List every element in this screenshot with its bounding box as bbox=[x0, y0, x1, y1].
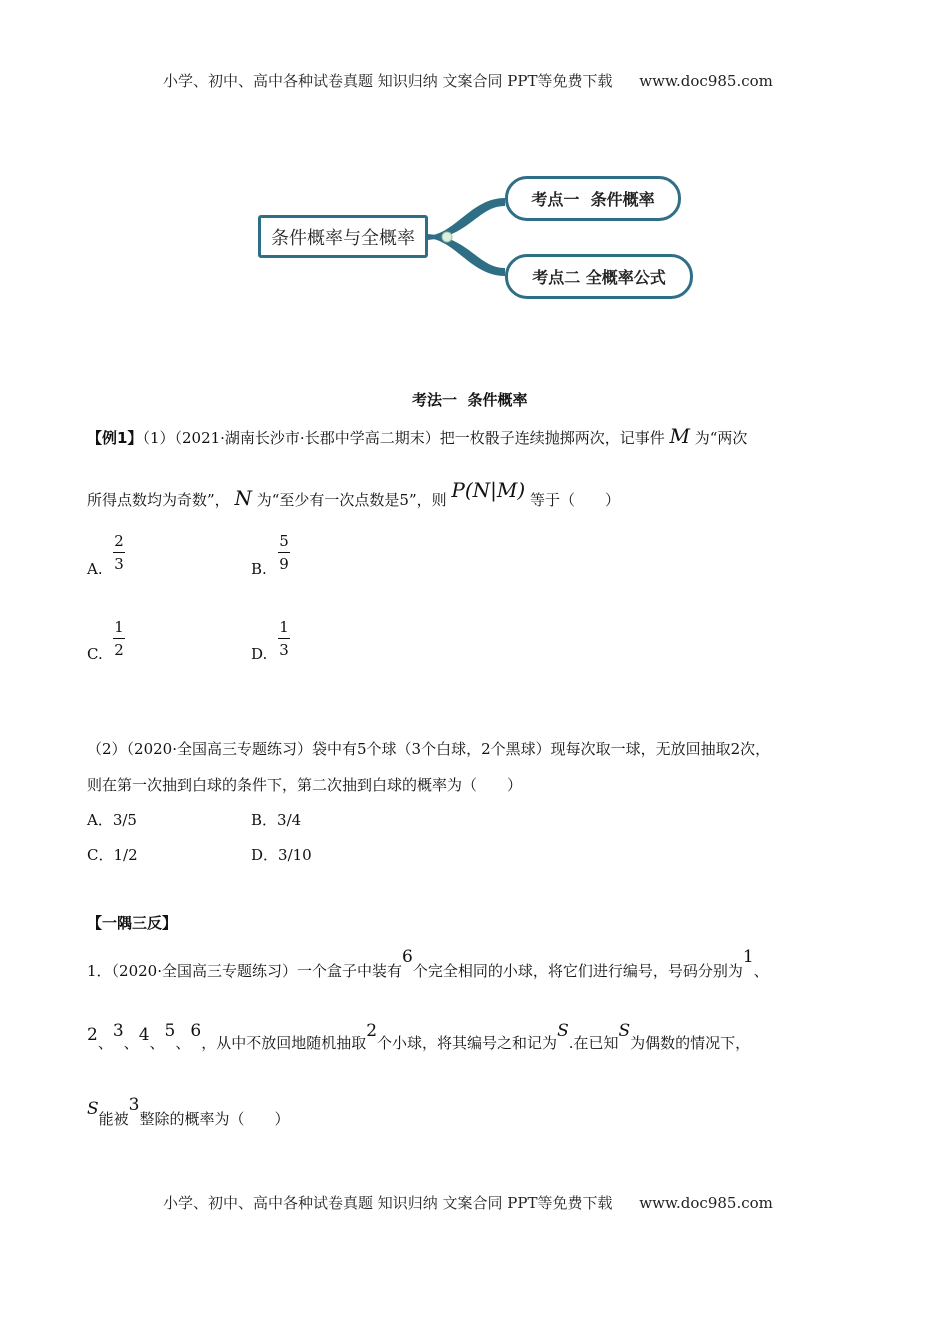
option-a-num: 2 bbox=[114, 532, 124, 550]
practice-q1-line2 bbox=[87, 1021, 751, 1053]
header-url: www.doc985.com bbox=[639, 72, 773, 90]
part2-option-a: A．3/5 bbox=[87, 811, 137, 829]
example1-part1-line2c: 等于（ ） bbox=[529, 491, 620, 509]
q1-text-g: 为偶数的情况下， bbox=[630, 1034, 751, 1052]
part2-option-b: B．3/4 bbox=[251, 811, 302, 829]
example1-part1-line2a: 所得点数均为奇数”， bbox=[87, 491, 230, 509]
option-b-num: 5 bbox=[279, 532, 289, 550]
practice-q1-line3 bbox=[87, 1095, 290, 1129]
practice-label: 【一隅三反】 bbox=[87, 914, 178, 932]
option-d-den: 3 bbox=[279, 641, 289, 659]
option-a-letter: A. bbox=[87, 560, 103, 578]
option-b-fraction bbox=[278, 532, 290, 573]
option-a-den: 3 bbox=[114, 555, 124, 573]
section-title: 考法一 条件概率 bbox=[412, 391, 528, 409]
q1-text-f: .在已知 bbox=[568, 1034, 619, 1052]
example1-part2-line1: （2）（2020·全国高三专题练习）袋中有5个球（3个白球，2个黑球）现每次取一球，无放回抽取2次， bbox=[87, 740, 771, 758]
mind-map-branch-2-label: 考点二 全概率公式 bbox=[532, 268, 666, 287]
footer-text: 小学、初中、高中各种试卷真题 知识归纳 文案合同 PPT等免费下载 bbox=[163, 1194, 613, 1212]
mind-map-branch-1 bbox=[505, 176, 681, 221]
header-text: 小学、初中、高中各种试卷真题 知识归纳 文案合同 PPT等免费下载 bbox=[163, 72, 613, 90]
q1-num-3b: 3 bbox=[128, 1095, 140, 1115]
mind-map-connectors bbox=[0, 0, 950, 340]
option-b-den: 9 bbox=[279, 555, 289, 573]
mind-map-root bbox=[258, 215, 428, 258]
expr-p-n-given-m: P(N|M) bbox=[451, 478, 526, 502]
q1-text-c: 、 bbox=[753, 962, 769, 980]
option-c-num: 1 bbox=[114, 618, 124, 636]
example1-line1 bbox=[87, 424, 747, 448]
option-d-letter: D. bbox=[251, 645, 268, 663]
q1-num-2: 2 bbox=[87, 1025, 98, 1045]
var-m: M bbox=[669, 424, 690, 448]
q1-num-1: 1 bbox=[742, 947, 754, 967]
q1-sep-3: 、 bbox=[149, 1034, 165, 1052]
q1-text-h: 能被 bbox=[98, 1110, 129, 1128]
example1-label: 【例1】 bbox=[87, 429, 143, 447]
example1-part1-line2b: 为“至少有一次点数是5”，则 bbox=[256, 491, 447, 509]
q1-text-e: 个小球，将其编号之和记为 bbox=[377, 1034, 558, 1052]
q1-text-a: 1．（2020·全国高三专题练习）一个盒子中装有 bbox=[87, 962, 402, 980]
footer-url: www.doc985.com bbox=[639, 1194, 773, 1212]
q1-sep-4: 、 bbox=[175, 1034, 191, 1052]
option-a-fraction bbox=[113, 532, 125, 573]
example1-part1-line1b: 为“两次 bbox=[694, 429, 748, 447]
option-d-num: 1 bbox=[279, 618, 289, 636]
example1-part1-line1a: （1）（2021·湖南长沙市·长郡中学高二期末）把一枚骰子连续抛掷两次，记事件 bbox=[142, 429, 665, 447]
q1-sep-1: 、 bbox=[97, 1034, 113, 1052]
option-c-fraction bbox=[113, 618, 125, 659]
mind-map-root-label: 条件概率与全概率 bbox=[271, 227, 415, 249]
mind-map-branch-1-label: 考点一 条件概率 bbox=[531, 190, 655, 209]
q1-sep-2: 、 bbox=[123, 1034, 139, 1052]
page-footer bbox=[163, 1192, 773, 1213]
practice-q1-line1 bbox=[87, 947, 769, 981]
q1-num-6: 6 bbox=[402, 947, 413, 967]
q1-var-s2: S bbox=[618, 1021, 631, 1041]
option-d-fraction bbox=[278, 618, 290, 659]
mind-map-branch-2 bbox=[505, 254, 693, 299]
q1-num-3: 3 bbox=[112, 1021, 124, 1041]
q1-num-5: 5 bbox=[164, 1021, 176, 1041]
example1-line2 bbox=[87, 478, 620, 510]
q1-text-i: 整除的概率为（ ） bbox=[139, 1110, 290, 1128]
part2-option-d: D．3/10 bbox=[251, 846, 312, 864]
part2-option-c: C．1/2 bbox=[87, 846, 138, 864]
q1-num-4: 4 bbox=[138, 1025, 150, 1045]
q1-text-d: ，从中不放回地随机抽取 bbox=[201, 1034, 367, 1052]
q1-num-2b: 2 bbox=[366, 1021, 378, 1041]
option-b-letter: B. bbox=[251, 560, 267, 578]
var-n: N bbox=[234, 486, 252, 510]
example1-part2-line2: 则在第一次抽到白球的条件下，第二次抽到白球的概率为（ ） bbox=[87, 776, 523, 794]
option-c-den: 2 bbox=[114, 641, 124, 659]
option-c-letter: C. bbox=[87, 645, 103, 663]
q1-text-b: 个完全相同的小球，将它们进行编号，号码分别为 bbox=[412, 962, 743, 980]
q1-num-6b: 6 bbox=[190, 1021, 202, 1041]
q1-var-s1: S bbox=[557, 1021, 569, 1041]
q1-var-s3: S bbox=[87, 1099, 99, 1119]
